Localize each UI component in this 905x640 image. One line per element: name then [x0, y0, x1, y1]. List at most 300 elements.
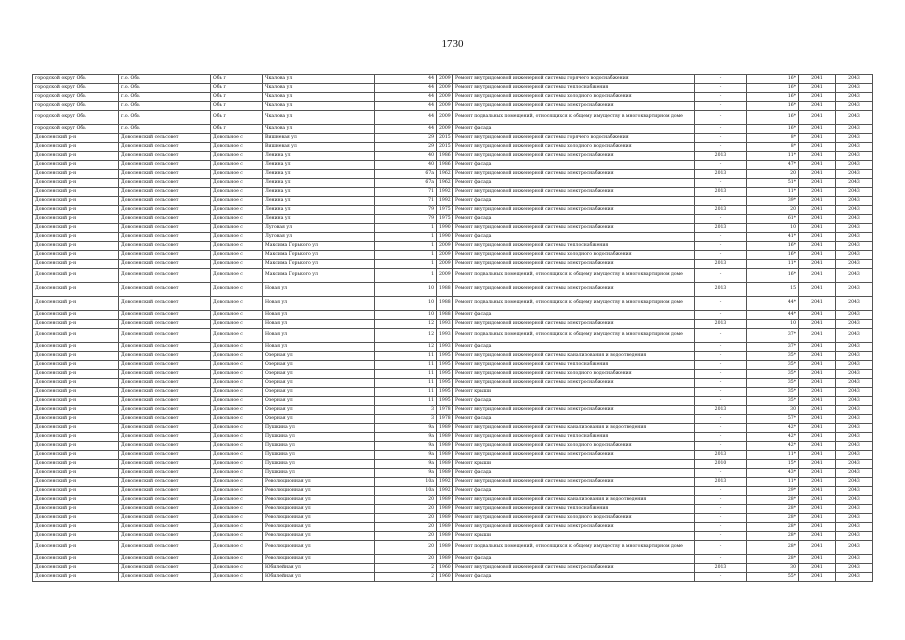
cell-locality: Довольное с [211, 152, 263, 161]
cell-code: 10 [747, 224, 799, 233]
cell-from-year: 2041 [799, 478, 836, 487]
cell-plan-year: - [695, 379, 747, 388]
cell-from-year: 2041 [799, 251, 836, 260]
cell-build-year: 1975 [437, 206, 453, 215]
cell-locality: Довольное с [211, 170, 263, 179]
cell-house: 20 [375, 555, 437, 564]
cell-municipality: Доволенский р-н [33, 555, 119, 564]
cell-to-year: 2043 [836, 478, 873, 487]
cell-from-year: 2041 [799, 283, 836, 297]
cell-build-year: 2009 [437, 269, 453, 283]
cell-to-year: 2043 [836, 269, 873, 283]
cell-to-year: 2043 [836, 442, 873, 451]
cell-street: Озерная ул [263, 388, 375, 397]
cell-from-year: 2041 [799, 564, 836, 573]
cell-to-year: 2043 [836, 397, 873, 406]
cell-from-year: 2041 [799, 260, 836, 269]
cell-settlement: Доволенский сельсовет [119, 311, 211, 320]
cell-house: 71 [375, 197, 437, 206]
cell-municipality: Доволенский р-н [33, 433, 119, 442]
cell-work-type: Ремонт внутридомовой инженерной системы электроснабжения [453, 320, 695, 329]
cell-plan-year: - [695, 532, 747, 541]
cell-build-year: 1986 [437, 152, 453, 161]
cell-house: 2 [375, 573, 437, 582]
cell-street: Революционная ул [263, 555, 375, 564]
cell-code: 16* [747, 251, 799, 260]
cell-code: 16* [747, 242, 799, 251]
cell-street: Новая ул [263, 297, 375, 311]
cell-work-type: Ремонт фасада [453, 487, 695, 496]
cell-code: 30 [747, 406, 799, 415]
cell-from-year: 2041 [799, 311, 836, 320]
cell-locality: Довольное с [211, 224, 263, 233]
cell-build-year: 1988 [437, 311, 453, 320]
cell-settlement: Доволенский сельсовет [119, 251, 211, 260]
cell-code: 16* [747, 102, 799, 111]
cell-work-type: Ремонт внутридомовой инженерной системы теплоснабжения [453, 84, 695, 93]
cell-from-year: 2041 [799, 406, 836, 415]
cell-house: 71 [375, 188, 437, 197]
cell-work-type: Ремонт внутридомовой инженерной системы электроснабжения [453, 283, 695, 297]
cell-municipality: Доволенский р-н [33, 161, 119, 170]
table-row [33, 197, 873, 206]
cell-settlement: Доволенский сельсовет [119, 224, 211, 233]
cell-to-year: 2043 [836, 188, 873, 197]
cell-work-type: Ремонт подвальных помещений, относящихся к общему имуществу в многоквартирном доме [453, 297, 695, 311]
cell-locality: Довольное с [211, 242, 263, 251]
table-row [33, 397, 873, 406]
cell-plan-year: - [695, 343, 747, 352]
table-row [33, 170, 873, 179]
table-row [33, 564, 873, 573]
cell-work-type: Ремонт крыши [453, 532, 695, 541]
cell-house: 3 [375, 415, 437, 424]
cell-work-type: Ремонт фасада [453, 343, 695, 352]
cell-house: 11 [375, 379, 437, 388]
cell-to-year: 2043 [836, 487, 873, 496]
cell-street: Новая ул [263, 343, 375, 352]
cell-municipality: Доволенский р-н [33, 406, 119, 415]
cell-street: Ленина ул [263, 215, 375, 224]
cell-plan-year: - [695, 143, 747, 152]
table-row [33, 361, 873, 370]
cell-locality: Довольное с [211, 352, 263, 361]
table-row [33, 514, 873, 523]
cell-work-type: Ремонт внутридомовой инженерной системы холодного водоснабжения [453, 93, 695, 102]
cell-build-year: 1978 [437, 406, 453, 415]
cell-code: 47* [747, 161, 799, 170]
cell-code: 43* [747, 469, 799, 478]
cell-plan-year: - [695, 93, 747, 102]
table-row [33, 283, 873, 297]
cell-work-type: Ремонт подвальных помещений, относящихся к общему имуществу в многоквартирном доме [453, 329, 695, 343]
cell-locality: Довольное с [211, 206, 263, 215]
cell-locality: Обь г [211, 93, 263, 102]
cell-settlement: г.о. Обь [119, 84, 211, 93]
cell-to-year: 2043 [836, 111, 873, 125]
cell-code: 61* [747, 215, 799, 224]
cell-settlement: Доволенский сельсовет [119, 352, 211, 361]
cell-municipality: Доволенский р-н [33, 352, 119, 361]
cell-build-year: 1988 [437, 297, 453, 311]
cell-street: Революционная ул [263, 496, 375, 505]
cell-work-type: Ремонт внутридомовой инженерной системы электроснабжения [453, 102, 695, 111]
cell-to-year: 2043 [836, 541, 873, 555]
cell-work-type: Ремонт фасада [453, 311, 695, 320]
cell-plan-year: 2013 [695, 224, 747, 233]
cell-locality: Довольное с [211, 297, 263, 311]
cell-street: Ленина ул [263, 161, 375, 170]
repair-schedule-table [32, 74, 873, 582]
cell-settlement: Доволенский сельсовет [119, 564, 211, 573]
cell-work-type: Ремонт внутридомовой инженерной системы электроснабжения [453, 170, 695, 179]
cell-street: Ленина ул [263, 152, 375, 161]
cell-municipality: Доволенский р-н [33, 329, 119, 343]
cell-municipality: Доволенский р-н [33, 179, 119, 188]
cell-code: 35* [747, 361, 799, 370]
cell-to-year: 2043 [836, 161, 873, 170]
table-row [33, 469, 873, 478]
cell-municipality: Доволенский р-н [33, 451, 119, 460]
table-row [33, 505, 873, 514]
cell-locality: Довольное с [211, 329, 263, 343]
cell-locality: Довольное с [211, 143, 263, 152]
cell-municipality: Доволенский р-н [33, 224, 119, 233]
table-row [33, 487, 873, 496]
cell-from-year: 2041 [799, 469, 836, 478]
cell-code: 51* [747, 179, 799, 188]
cell-house: 79 [375, 206, 437, 215]
cell-locality: Довольное с [211, 541, 263, 555]
cell-build-year: 2009 [437, 75, 453, 84]
cell-street: Пушкина ул [263, 442, 375, 451]
cell-house: 11 [375, 388, 437, 397]
cell-from-year: 2041 [799, 433, 836, 442]
cell-plan-year: - [695, 555, 747, 564]
cell-house: 9а [375, 442, 437, 451]
table-row [33, 555, 873, 564]
cell-municipality: Доволенский р-н [33, 415, 119, 424]
cell-plan-year: 2013 [695, 564, 747, 573]
cell-municipality: Доволенский р-н [33, 251, 119, 260]
cell-from-year: 2041 [799, 143, 836, 152]
cell-house: 67а [375, 170, 437, 179]
table-row [33, 224, 873, 233]
cell-to-year: 2043 [836, 320, 873, 329]
cell-settlement: Доволенский сельсовет [119, 433, 211, 442]
cell-build-year: 1992 [437, 188, 453, 197]
cell-settlement: Доволенский сельсовет [119, 134, 211, 143]
cell-settlement: Доволенский сельсовет [119, 478, 211, 487]
cell-municipality: Доволенский р-н [33, 206, 119, 215]
cell-street: Юбилейная ул [263, 573, 375, 582]
cell-street: Новая ул [263, 320, 375, 329]
cell-to-year: 2043 [836, 152, 873, 161]
cell-plan-year: - [695, 242, 747, 251]
cell-plan-year: - [695, 514, 747, 523]
cell-to-year: 2043 [836, 555, 873, 564]
cell-plan-year: - [695, 469, 747, 478]
cell-locality: Довольное с [211, 424, 263, 433]
cell-settlement: Доволенский сельсовет [119, 532, 211, 541]
cell-to-year: 2043 [836, 233, 873, 242]
cell-work-type: Ремонт внутридомовой инженерной системы теплоснабжения [453, 242, 695, 251]
cell-municipality: Доволенский р-н [33, 215, 119, 224]
cell-code: 55* [747, 573, 799, 582]
cell-street: Новая ул [263, 283, 375, 297]
cell-from-year: 2041 [799, 170, 836, 179]
cell-municipality: Доволенский р-н [33, 514, 119, 523]
cell-street: Чкалова ул [263, 102, 375, 111]
cell-house: 11 [375, 352, 437, 361]
cell-code: 28* [747, 496, 799, 505]
cell-municipality: Доволенский р-н [33, 152, 119, 161]
cell-municipality: Доволенский р-н [33, 478, 119, 487]
cell-from-year: 2041 [799, 424, 836, 433]
cell-to-year: 2043 [836, 496, 873, 505]
cell-house: 1 [375, 233, 437, 242]
cell-house: 29 [375, 134, 437, 143]
cell-code: 41* [747, 233, 799, 242]
cell-build-year: 2009 [437, 102, 453, 111]
cell-code: 42* [747, 424, 799, 433]
cell-code: 28* [747, 523, 799, 532]
cell-to-year: 2043 [836, 197, 873, 206]
cell-build-year: 1962 [437, 179, 453, 188]
cell-work-type: Ремонт фасада [453, 125, 695, 134]
cell-plan-year: - [695, 215, 747, 224]
cell-plan-year: - [695, 125, 747, 134]
cell-settlement: Доволенский сельсовет [119, 555, 211, 564]
cell-code: 16* [747, 111, 799, 125]
cell-plan-year: 2013 [695, 152, 747, 161]
cell-municipality: городской округ Обь [33, 102, 119, 111]
cell-street: Пушкина ул [263, 451, 375, 460]
cell-work-type: Ремонт внутридомовой инженерной системы холодного водоснабжения [453, 370, 695, 379]
cell-build-year: 1992 [437, 487, 453, 496]
cell-plan-year: - [695, 415, 747, 424]
cell-street: Пушкина ул [263, 424, 375, 433]
cell-house: 44 [375, 84, 437, 93]
cell-settlement: Доволенский сельсовет [119, 424, 211, 433]
page-number: 1730 [441, 38, 464, 50]
cell-from-year: 2041 [799, 161, 836, 170]
cell-from-year: 2041 [799, 233, 836, 242]
cell-build-year: 1989 [437, 541, 453, 555]
cell-code: 28* [747, 505, 799, 514]
cell-locality: Довольное с [211, 388, 263, 397]
table-row [33, 496, 873, 505]
cell-plan-year: - [695, 75, 747, 84]
cell-to-year: 2043 [836, 406, 873, 415]
cell-build-year: 1993 [437, 329, 453, 343]
cell-settlement: г.о. Обь [119, 125, 211, 134]
cell-work-type: Ремонт внутридомовой инженерной системы электроснабжения [453, 379, 695, 388]
cell-plan-year: - [695, 424, 747, 433]
cell-build-year: 1960 [437, 573, 453, 582]
cell-to-year: 2043 [836, 370, 873, 379]
cell-municipality: Доволенский р-н [33, 320, 119, 329]
cell-municipality: Доволенский р-н [33, 269, 119, 283]
table-row [33, 125, 873, 134]
cell-code: 11* [747, 451, 799, 460]
cell-street: Пушкина ул [263, 460, 375, 469]
cell-municipality: Доволенский р-н [33, 505, 119, 514]
cell-locality: Довольное с [211, 283, 263, 297]
cell-municipality: Доволенский р-н [33, 297, 119, 311]
cell-settlement: г.о. Обь [119, 111, 211, 125]
table-row [33, 370, 873, 379]
cell-house: 9а [375, 433, 437, 442]
cell-settlement: г.о. Обь [119, 93, 211, 102]
cell-street: Озерная ул [263, 352, 375, 361]
cell-plan-year: - [695, 388, 747, 397]
cell-house: 44 [375, 125, 437, 134]
table-row [33, 84, 873, 93]
cell-settlement: Доволенский сельсовет [119, 496, 211, 505]
cell-house: 67а [375, 179, 437, 188]
cell-plan-year: - [695, 496, 747, 505]
cell-from-year: 2041 [799, 111, 836, 125]
cell-to-year: 2043 [836, 424, 873, 433]
table-row [33, 260, 873, 269]
cell-code: 57* [747, 415, 799, 424]
cell-house: 10 [375, 283, 437, 297]
cell-code: 28* [747, 541, 799, 555]
table-row [33, 532, 873, 541]
cell-street: Луговая ул [263, 233, 375, 242]
cell-code: 10 [747, 320, 799, 329]
cell-build-year: 2009 [437, 93, 453, 102]
cell-settlement: Доволенский сельсовет [119, 188, 211, 197]
cell-code: 15 [747, 283, 799, 297]
cell-municipality: Доволенский р-н [33, 260, 119, 269]
cell-work-type: Ремонт фасада [453, 555, 695, 564]
cell-municipality: Доволенский р-н [33, 311, 119, 320]
cell-build-year: 1975 [437, 215, 453, 224]
cell-work-type: Ремонт фасада [453, 415, 695, 424]
cell-settlement: Доволенский сельсовет [119, 370, 211, 379]
cell-locality: Довольное с [211, 320, 263, 329]
cell-code: 39* [747, 197, 799, 206]
table-row [33, 242, 873, 251]
cell-code: 35* [747, 352, 799, 361]
cell-house: 11 [375, 361, 437, 370]
table-row [33, 329, 873, 343]
cell-to-year: 2043 [836, 514, 873, 523]
cell-locality: Довольное с [211, 532, 263, 541]
cell-code: 11* [747, 478, 799, 487]
cell-street: Озерная ул [263, 370, 375, 379]
cell-locality: Довольное с [211, 134, 263, 143]
table-row [33, 297, 873, 311]
cell-work-type: Ремонт внутридомовой инженерной системы горячего водоснабжения [453, 75, 695, 84]
table-row [33, 188, 873, 197]
cell-municipality: Доволенский р-н [33, 134, 119, 143]
cell-locality: Довольное с [211, 406, 263, 415]
table-row [33, 352, 873, 361]
cell-locality: Довольное с [211, 487, 263, 496]
cell-build-year: 1995 [437, 379, 453, 388]
cell-settlement: Доволенский сельсовет [119, 460, 211, 469]
cell-plan-year: - [695, 134, 747, 143]
table-row [33, 573, 873, 582]
cell-code: 37* [747, 329, 799, 343]
cell-plan-year: 2013 [695, 451, 747, 460]
cell-plan-year: - [695, 111, 747, 125]
cell-street: Чкалова ул [263, 84, 375, 93]
cell-build-year: 2009 [437, 125, 453, 134]
cell-plan-year: - [695, 370, 747, 379]
cell-street: Новая ул [263, 311, 375, 320]
cell-house: 44 [375, 102, 437, 111]
cell-code: 28* [747, 555, 799, 564]
cell-settlement: Доволенский сельсовет [119, 406, 211, 415]
table-row [33, 269, 873, 283]
cell-plan-year: - [695, 233, 747, 242]
cell-municipality: Доволенский р-н [33, 242, 119, 251]
cell-settlement: Доволенский сельсовет [119, 361, 211, 370]
cell-municipality: Доволенский р-н [33, 541, 119, 555]
cell-build-year: 1989 [437, 523, 453, 532]
cell-locality: Обь г [211, 75, 263, 84]
cell-work-type: Ремонт внутридомовой инженерной системы электроснабжения [453, 406, 695, 415]
cell-street: Максима Горького ул [263, 251, 375, 260]
cell-street: Ленина ул [263, 206, 375, 215]
table-row [33, 415, 873, 424]
table-row [33, 233, 873, 242]
cell-code: 30 [747, 564, 799, 573]
cell-municipality: Доволенский р-н [33, 469, 119, 478]
cell-settlement: г.о. Обь [119, 102, 211, 111]
cell-settlement: Доволенский сельсовет [119, 379, 211, 388]
cell-house: 20 [375, 496, 437, 505]
cell-to-year: 2043 [836, 573, 873, 582]
cell-from-year: 2041 [799, 93, 836, 102]
cell-work-type: Ремонт фасада [453, 397, 695, 406]
cell-work-type: Ремонт подвальных помещений, относящихся к общему имуществу в многоквартирном доме [453, 269, 695, 283]
cell-to-year: 2043 [836, 469, 873, 478]
cell-plan-year: - [695, 84, 747, 93]
cell-street: Революционная ул [263, 487, 375, 496]
cell-code: 11* [747, 188, 799, 197]
cell-municipality: Доволенский р-н [33, 143, 119, 152]
cell-from-year: 2041 [799, 134, 836, 143]
cell-work-type: Ремонт внутридомовой инженерной системы электроснабжения [453, 564, 695, 573]
cell-build-year: 1992 [437, 197, 453, 206]
cell-house: 10 [375, 297, 437, 311]
cell-to-year: 2043 [836, 102, 873, 111]
cell-plan-year: - [695, 179, 747, 188]
cell-work-type: Ремонт внутридомовой инженерной системы электроснабжения [453, 451, 695, 460]
cell-to-year: 2043 [836, 460, 873, 469]
cell-build-year: 1989 [437, 514, 453, 523]
cell-work-type: Ремонт внутридомовой инженерной системы электроснабжения [453, 478, 695, 487]
cell-build-year: 1960 [437, 564, 453, 573]
cell-municipality: Доволенский р-н [33, 523, 119, 532]
cell-to-year: 2043 [836, 224, 873, 233]
cell-settlement: Доволенский сельсовет [119, 269, 211, 283]
cell-municipality: Доволенский р-н [33, 370, 119, 379]
cell-work-type: Ремонт внутридомовой инженерной системы канализования и водоотведения [453, 424, 695, 433]
cell-build-year: 1989 [437, 469, 453, 478]
cell-from-year: 2041 [799, 487, 836, 496]
cell-plan-year: - [695, 397, 747, 406]
cell-plan-year: 2013 [695, 188, 747, 197]
cell-locality: Довольное с [211, 555, 263, 564]
cell-municipality: Доволенский р-н [33, 564, 119, 573]
cell-from-year: 2041 [799, 442, 836, 451]
